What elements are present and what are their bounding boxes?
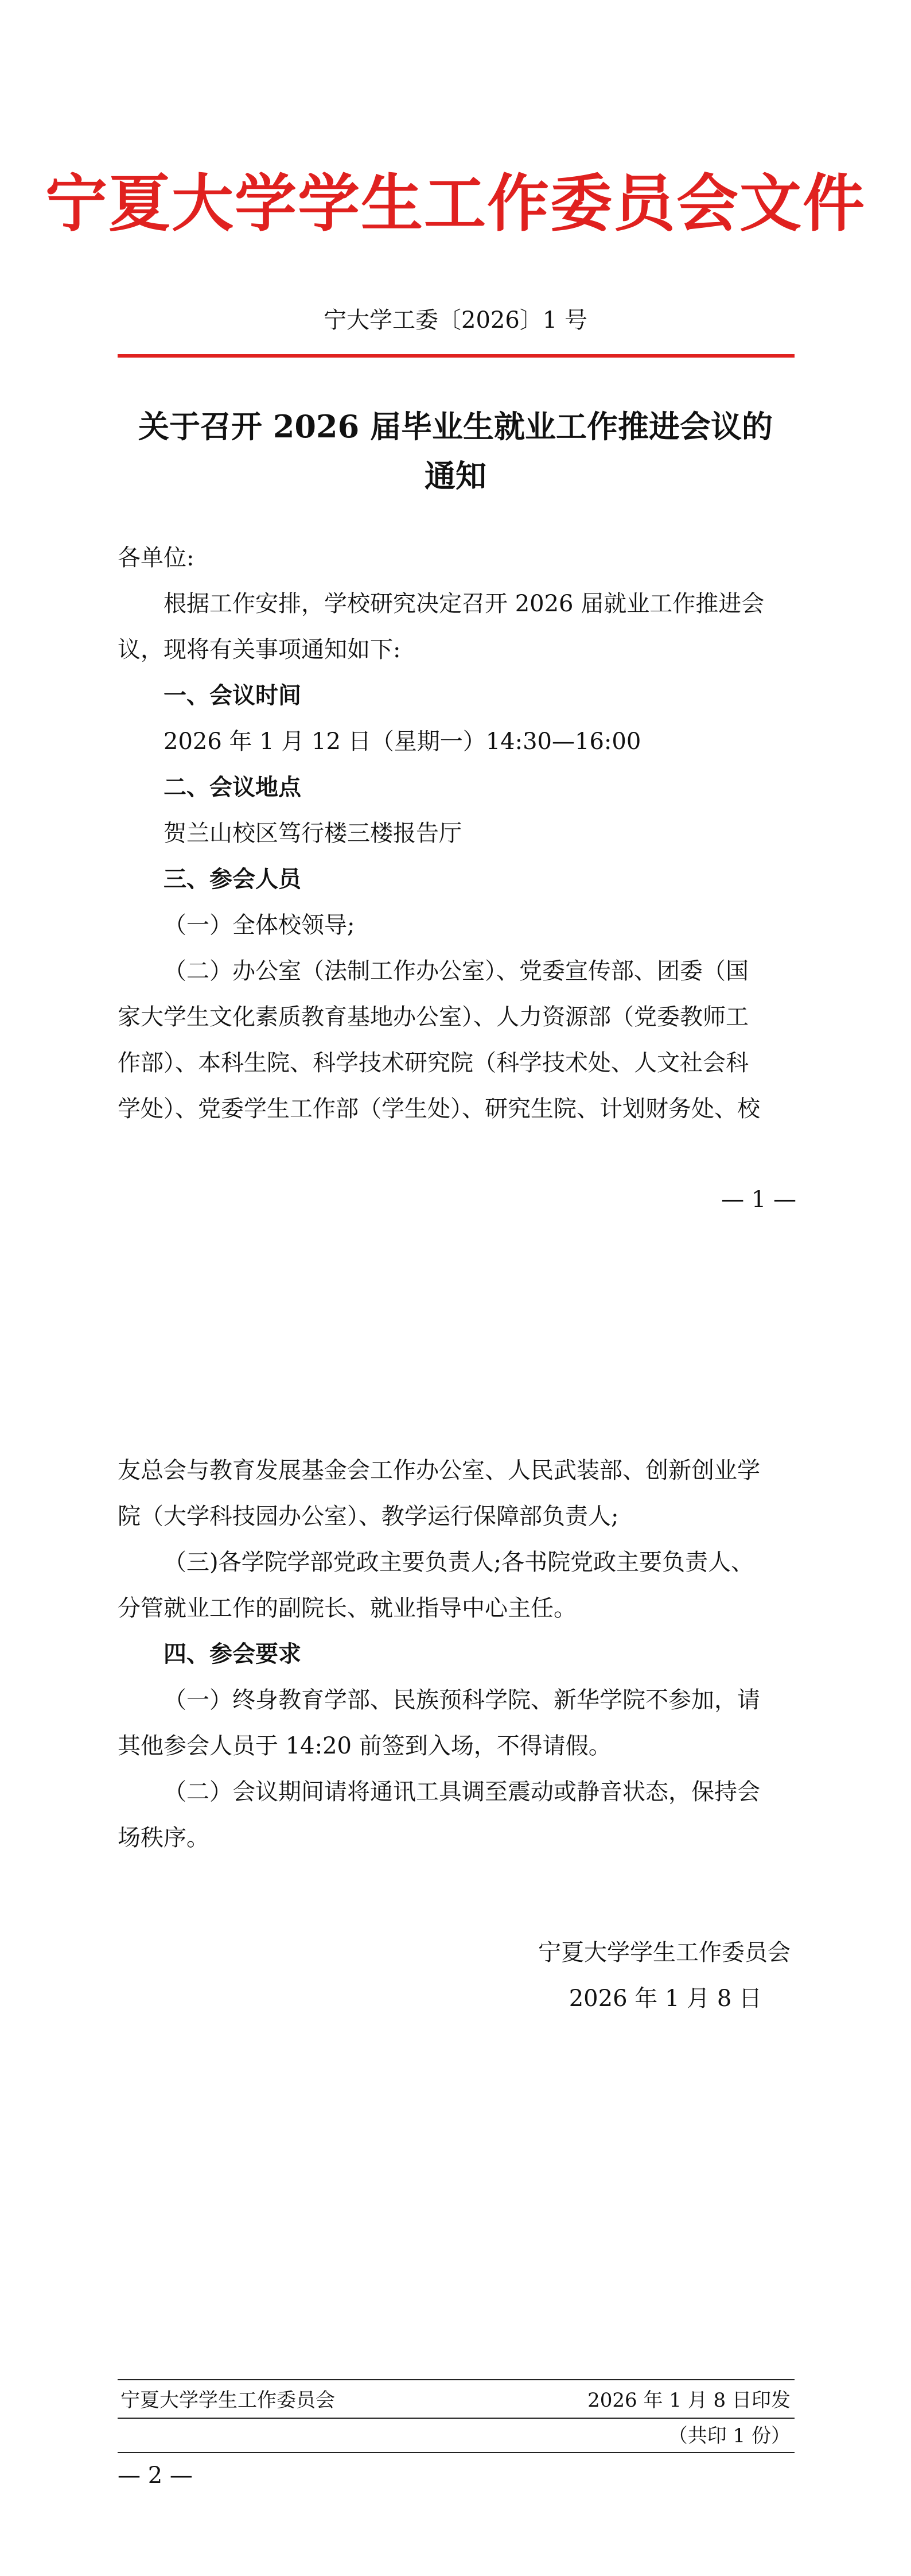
attendees-item-3-line-1: （三)各学院学部党政主要负责人;各书院党政主要负责人、 (163, 1549, 754, 1576)
footer-organization: 宁夏大学学生工作委员会 (120, 2389, 335, 2412)
notice-title (115, 402, 796, 501)
meeting-time: 2026 年 1 月 12 日（星期一）14:30—16:00 (163, 728, 641, 755)
meeting-location: 贺兰山校区笃行楼三楼报告厅 (163, 820, 462, 847)
section-heading-location: 二、会议地点 (163, 774, 301, 801)
section-heading-attendees: 三、参会人员 (163, 866, 301, 893)
intro-paragraph-line-2: 议，现将有关事项通知如下: (118, 637, 401, 663)
notice-title-line-1: 关于召开 2026 届毕业生就业工作推进会议的 (138, 408, 773, 445)
footer-rule-bottom (118, 2452, 795, 2453)
attendees-item-2-line-3: 作部）、本科生院、科学技术研究院（科学技术处、人文社会科 (118, 1050, 749, 1076)
attendees-item-1: （一）全体校领导; (163, 912, 355, 938)
signature-organization: 宁夏大学学生工作委员会 (538, 1939, 791, 1966)
intro-paragraph-line-1: 根据工作安排，学校研究决定召开 2026 届就业工作推进会 (163, 591, 765, 617)
document-red-header: 宁夏大学学生工作委员会文件 (45, 168, 866, 240)
document-number: 宁大学工委〔2026〕1 号 (324, 307, 587, 333)
attendees-item-3-line-2: 分管就业工作的副院长、就业指导中心主任。 (118, 1595, 577, 1621)
section-heading-requirements: 四、参会要求 (163, 1640, 301, 1667)
page-number-2: — 2 — (118, 2462, 193, 2489)
red-divider-line (118, 354, 795, 358)
footer-print-date: 2026 年 1 月 8 日印发 (587, 2389, 791, 2412)
footer-rule-middle (118, 2418, 795, 2419)
requirements-item-2-line-1: （二）会议期间请将通讯工具调至震动或静音状态，保持会 (163, 1779, 760, 1805)
attendees-item-2-line-1: （二）办公室（法制工作办公室）、党委宣传部、团委（国 (163, 958, 749, 984)
attendees-item-2-line-6: 院（大学科技园办公室）、教学运行保障部负责人; (118, 1503, 619, 1530)
section-heading-time: 一、会议时间 (163, 682, 301, 709)
attendees-item-2-line-5: 友总会与教育发展基金会工作办公室、人民武装部、创新创业学 (118, 1457, 760, 1484)
page-number-1: — 1 — (721, 1186, 796, 1213)
requirements-item-1-line-2: 其他参会人员于 14:20 前签到入场，不得请假。 (118, 1733, 612, 1759)
attendees-item-2-line-4: 学处）、党委学生工作部（学生处）、研究生院、计划财务处、校 (118, 1096, 760, 1122)
requirements-item-2-line-2: 场秩序。 (118, 1825, 209, 1851)
salutation: 各单位: (118, 545, 194, 571)
footer-copies: （共印 1 份） (668, 2424, 791, 2447)
footer-rule-top (118, 2379, 795, 2380)
notice-title-line-2: 通知 (425, 457, 486, 494)
requirements-item-1-line-1: （一）终身教育学部、民族预科学院、新华学院不参加，请 (163, 1687, 760, 1713)
attendees-item-2-line-2: 家大学生文化素质教育基地办公室）、人力资源部（党委教师工 (118, 1004, 749, 1030)
signature-date: 2026 年 1 月 8 日 (569, 1985, 762, 2012)
